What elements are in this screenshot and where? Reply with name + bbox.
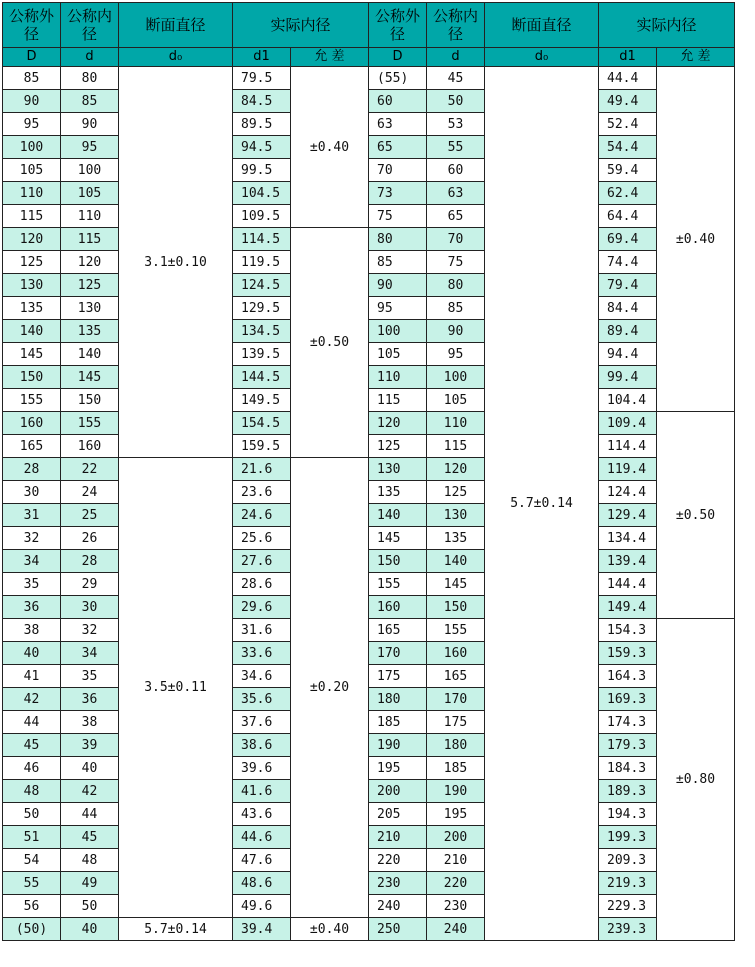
cell-outer-diameter-right: 150 [369,550,427,573]
cell-outer-diameter: 54 [3,849,61,872]
cell-inner-diameter: 110 [61,205,119,228]
header-actual-inner-diameter-right: 实际内径 [599,3,735,48]
cell-outer-diameter-right: 105 [369,343,427,366]
table-row [3,320,735,343]
cell-inner-diameter-right: 150 [427,596,485,619]
cell-outer-diameter: 110 [3,182,61,205]
cell-actual-inner-diameter: 37.6 [233,711,291,734]
table-row [3,435,735,458]
cell-outer-diameter: 55 [3,872,61,895]
cell-outer-diameter-right: 95 [369,297,427,320]
cell-outer-diameter-right: 155 [369,573,427,596]
cell-actual-inner-diameter: 119.5 [233,251,291,274]
cell-tolerance-right: ±0.80 [657,619,735,941]
cell-section-diameter: 3.1±0.10 [119,67,233,458]
cell-outer-diameter: 44 [3,711,61,734]
cell-actual-inner-diameter-right: 129.4 [599,504,657,527]
table-row [3,366,735,389]
cell-outer-diameter: 115 [3,205,61,228]
cell-actual-inner-diameter: 154.5 [233,412,291,435]
cell-outer-diameter: 105 [3,159,61,182]
cell-outer-diameter-right: 205 [369,803,427,826]
cell-inner-diameter: 39 [61,734,119,757]
cell-actual-inner-diameter: 47.6 [233,849,291,872]
header-symbol-d: d [61,48,119,67]
cell-actual-inner-diameter-right: 59.4 [599,159,657,182]
cell-actual-inner-diameter-right: 124.4 [599,481,657,504]
cell-actual-inner-diameter: 84.5 [233,90,291,113]
header-inner-diameter-right: 公称内径 [427,3,485,48]
cell-section-diameter-right: 5.7±0.14 [485,67,599,941]
cell-outer-diameter: 42 [3,688,61,711]
cell-inner-diameter-right: 165 [427,665,485,688]
cell-outer-diameter-right: 115 [369,389,427,412]
table-row [3,228,735,251]
cell-outer-diameter-right: 250 [369,918,427,941]
table-row [3,642,735,665]
table-row [3,297,735,320]
cell-tolerance: ±0.40 [291,918,369,941]
cell-outer-diameter: 48 [3,780,61,803]
cell-outer-diameter: 85 [3,67,61,90]
table-row [3,550,735,573]
cell-outer-diameter: 31 [3,504,61,527]
cell-actual-inner-diameter: 28.6 [233,573,291,596]
cell-outer-diameter: 100 [3,136,61,159]
cell-actual-inner-diameter-right: 64.4 [599,205,657,228]
cell-actual-inner-diameter-right: 62.4 [599,182,657,205]
table-row [3,251,735,274]
cell-inner-diameter-right: 230 [427,895,485,918]
cell-actual-inner-diameter-right: 184.3 [599,757,657,780]
cell-outer-diameter-right: 210 [369,826,427,849]
cell-inner-diameter: 49 [61,872,119,895]
cell-actual-inner-diameter: 79.5 [233,67,291,90]
cell-actual-inner-diameter-right: 174.3 [599,711,657,734]
cell-inner-diameter-right: 115 [427,435,485,458]
table-row [3,734,735,757]
cell-inner-diameter: 85 [61,90,119,113]
cell-outer-diameter-right: 125 [369,435,427,458]
cell-inner-diameter: 35 [61,665,119,688]
cell-outer-diameter-right: 70 [369,159,427,182]
table-row [3,803,735,826]
cell-inner-diameter-right: 65 [427,205,485,228]
cell-actual-inner-diameter: 99.5 [233,159,291,182]
cell-actual-inner-diameter: 39.6 [233,757,291,780]
cell-outer-diameter: 50 [3,803,61,826]
cell-actual-inner-diameter-right: 99.4 [599,366,657,389]
cell-actual-inner-diameter-right: 149.4 [599,596,657,619]
cell-actual-inner-diameter-right: 94.4 [599,343,657,366]
cell-inner-diameter: 40 [61,918,119,941]
cell-outer-diameter: 145 [3,343,61,366]
cell-actual-inner-diameter: 124.5 [233,274,291,297]
table-row [3,688,735,711]
table-row [3,412,735,435]
table-row [3,113,735,136]
cell-inner-diameter-right: 75 [427,251,485,274]
cell-inner-diameter: 24 [61,481,119,504]
cell-outer-diameter: 51 [3,826,61,849]
table-row [3,504,735,527]
cell-inner-diameter-right: 145 [427,573,485,596]
cell-outer-diameter-right: 60 [369,90,427,113]
cell-actual-inner-diameter-right: 52.4 [599,113,657,136]
cell-inner-diameter-right: 63 [427,182,485,205]
cell-actual-inner-diameter-right: 109.4 [599,412,657,435]
cell-outer-diameter: 32 [3,527,61,550]
cell-actual-inner-diameter: 48.6 [233,872,291,895]
cell-inner-diameter: 44 [61,803,119,826]
cell-tolerance-right: ±0.50 [657,412,735,619]
table-row [3,274,735,297]
cell-outer-diameter-right: 200 [369,780,427,803]
cell-inner-diameter: 50 [61,895,119,918]
cell-inner-diameter-right: 140 [427,550,485,573]
cell-inner-diameter-right: 85 [427,297,485,320]
cell-inner-diameter-right: 110 [427,412,485,435]
cell-actual-inner-diameter-right: 154.3 [599,619,657,642]
cell-actual-inner-diameter-right: 134.4 [599,527,657,550]
cell-outer-diameter: 160 [3,412,61,435]
cell-actual-inner-diameter-right: 114.4 [599,435,657,458]
cell-inner-diameter: 160 [61,435,119,458]
cell-actual-inner-diameter: 23.6 [233,481,291,504]
cell-actual-inner-diameter: 38.6 [233,734,291,757]
cell-inner-diameter: 145 [61,366,119,389]
cell-inner-diameter: 105 [61,182,119,205]
cell-actual-inner-diameter: 129.5 [233,297,291,320]
cell-actual-inner-diameter-right: 54.4 [599,136,657,159]
cell-actual-inner-diameter: 39.4 [233,918,291,941]
cell-actual-inner-diameter: 43.6 [233,803,291,826]
cell-inner-diameter-right: 55 [427,136,485,159]
cell-actual-inner-diameter-right: 194.3 [599,803,657,826]
cell-inner-diameter-right: 70 [427,228,485,251]
cell-actual-inner-diameter: 34.6 [233,665,291,688]
cell-outer-diameter-right: 170 [369,642,427,665]
header-symbol-D-right: D [369,48,427,67]
o-ring-size-table [2,2,735,941]
cell-inner-diameter-right: 80 [427,274,485,297]
cell-actual-inner-diameter-right: 69.4 [599,228,657,251]
cell-inner-diameter-right: 120 [427,458,485,481]
cell-outer-diameter: 38 [3,619,61,642]
cell-actual-inner-diameter: 134.5 [233,320,291,343]
cell-outer-diameter: 34 [3,550,61,573]
cell-actual-inner-diameter-right: 189.3 [599,780,657,803]
cell-inner-diameter: 80 [61,67,119,90]
cell-inner-diameter: 38 [61,711,119,734]
cell-inner-diameter: 40 [61,757,119,780]
cell-outer-diameter: 140 [3,320,61,343]
cell-inner-diameter-right: 160 [427,642,485,665]
table-row [3,136,735,159]
cell-inner-diameter-right: 45 [427,67,485,90]
table-row [3,527,735,550]
cell-inner-diameter-right: 155 [427,619,485,642]
cell-actual-inner-diameter-right: 229.3 [599,895,657,918]
cell-outer-diameter-right: 160 [369,596,427,619]
cell-actual-inner-diameter-right: 164.3 [599,665,657,688]
cell-inner-diameter: 42 [61,780,119,803]
table-row [3,711,735,734]
cell-inner-diameter: 135 [61,320,119,343]
cell-inner-diameter: 22 [61,458,119,481]
cell-actual-inner-diameter: 49.6 [233,895,291,918]
table-row [3,826,735,849]
cell-actual-inner-diameter: 149.5 [233,389,291,412]
cell-outer-diameter-right: 185 [369,711,427,734]
cell-actual-inner-diameter: 159.5 [233,435,291,458]
cell-outer-diameter-right: 240 [369,895,427,918]
cell-tolerance: ±0.40 [291,67,369,228]
cell-inner-diameter: 36 [61,688,119,711]
cell-inner-diameter-right: 220 [427,872,485,895]
cell-actual-inner-diameter: 27.6 [233,550,291,573]
cell-actual-inner-diameter: 114.5 [233,228,291,251]
cell-section-diameter: 5.7±0.14 [119,918,233,941]
table-row [3,458,735,481]
cell-outer-diameter-right: 190 [369,734,427,757]
cell-actual-inner-diameter: 21.6 [233,458,291,481]
cell-outer-diameter-right: 63 [369,113,427,136]
cell-actual-inner-diameter-right: 74.4 [599,251,657,274]
cell-actual-inner-diameter-right: 79.4 [599,274,657,297]
table-row [3,67,735,90]
table-row [3,90,735,113]
cell-inner-diameter: 34 [61,642,119,665]
cell-inner-diameter: 155 [61,412,119,435]
cell-actual-inner-diameter-right: 219.3 [599,872,657,895]
table-row [3,849,735,872]
cell-inner-diameter: 150 [61,389,119,412]
cell-actual-inner-diameter-right: 139.4 [599,550,657,573]
cell-outer-diameter-right: 85 [369,251,427,274]
cell-outer-diameter-right: 220 [369,849,427,872]
cell-actual-inner-diameter: 109.5 [233,205,291,228]
cell-actual-inner-diameter: 35.6 [233,688,291,711]
cell-outer-diameter: 30 [3,481,61,504]
cell-inner-diameter: 30 [61,596,119,619]
cell-outer-diameter: (50) [3,918,61,941]
cell-inner-diameter: 48 [61,849,119,872]
cell-actual-inner-diameter: 24.6 [233,504,291,527]
cell-actual-inner-diameter-right: 119.4 [599,458,657,481]
cell-outer-diameter: 46 [3,757,61,780]
cell-actual-inner-diameter: 44.6 [233,826,291,849]
table-row [3,596,735,619]
cell-outer-diameter: 56 [3,895,61,918]
cell-outer-diameter: 28 [3,458,61,481]
cell-outer-diameter-right: 73 [369,182,427,205]
table-row [3,872,735,895]
cell-actual-inner-diameter: 41.6 [233,780,291,803]
table-row [3,389,735,412]
cell-outer-diameter-right: 135 [369,481,427,504]
header-actual-inner-diameter: 实际内径 [233,3,369,48]
cell-inner-diameter: 32 [61,619,119,642]
cell-outer-diameter: 120 [3,228,61,251]
cell-actual-inner-diameter-right: 49.4 [599,90,657,113]
header-symbol-d0-right: d₀ [485,48,599,67]
cell-actual-inner-diameter-right: 44.4 [599,67,657,90]
header-symbol-d1: d1 [233,48,291,67]
cell-tolerance: ±0.50 [291,228,369,458]
cell-outer-diameter-right: 110 [369,366,427,389]
cell-inner-diameter-right: 185 [427,757,485,780]
cell-outer-diameter-right: 130 [369,458,427,481]
cell-outer-diameter-right: 195 [369,757,427,780]
table-container [2,2,735,941]
cell-inner-diameter: 90 [61,113,119,136]
cell-inner-diameter-right: 195 [427,803,485,826]
cell-inner-diameter-right: 130 [427,504,485,527]
cell-actual-inner-diameter-right: 159.3 [599,642,657,665]
cell-inner-diameter: 45 [61,826,119,849]
cell-inner-diameter-right: 170 [427,688,485,711]
cell-actual-inner-diameter-right: 169.3 [599,688,657,711]
cell-inner-diameter: 140 [61,343,119,366]
cell-outer-diameter: 40 [3,642,61,665]
cell-inner-diameter: 115 [61,228,119,251]
table-row [3,573,735,596]
cell-actual-inner-diameter-right: 144.4 [599,573,657,596]
header-symbol-D: D [3,48,61,67]
cell-outer-diameter: 155 [3,389,61,412]
header-outer-diameter-right: 公称外径 [369,3,427,48]
table-row [3,481,735,504]
cell-outer-diameter: 165 [3,435,61,458]
cell-inner-diameter-right: 60 [427,159,485,182]
table-row [3,343,735,366]
cell-inner-diameter-right: 180 [427,734,485,757]
table-row [3,918,735,941]
header-tolerance: 允 差 [291,48,369,67]
table-row [3,895,735,918]
cell-inner-diameter: 25 [61,504,119,527]
cell-inner-diameter-right: 105 [427,389,485,412]
cell-outer-diameter: 41 [3,665,61,688]
cell-outer-diameter: 125 [3,251,61,274]
cell-tolerance: ±0.20 [291,458,369,918]
cell-inner-diameter-right: 90 [427,320,485,343]
cell-outer-diameter: 95 [3,113,61,136]
table-row [3,182,735,205]
cell-inner-diameter: 125 [61,274,119,297]
header-section-diameter-right: 断面直径 [485,3,599,48]
header-symbol-d1-right: d1 [599,48,657,67]
cell-inner-diameter: 29 [61,573,119,596]
header-tolerance-right: 允 差 [657,48,735,67]
cell-outer-diameter-right: 140 [369,504,427,527]
cell-inner-diameter: 95 [61,136,119,159]
cell-outer-diameter-right: 230 [369,872,427,895]
cell-outer-diameter-right: 75 [369,205,427,228]
header-symbol-d0: d₀ [119,48,233,67]
cell-outer-diameter: 45 [3,734,61,757]
cell-inner-diameter-right: 95 [427,343,485,366]
cell-actual-inner-diameter-right: 209.3 [599,849,657,872]
cell-outer-diameter-right: 65 [369,136,427,159]
cell-outer-diameter-right: 180 [369,688,427,711]
header-inner-diameter: 公称内径 [61,3,119,48]
cell-actual-inner-diameter: 33.6 [233,642,291,665]
header-outer-diameter: 公称外径 [3,3,61,48]
cell-actual-inner-diameter-right: 104.4 [599,389,657,412]
cell-inner-diameter-right: 200 [427,826,485,849]
cell-inner-diameter-right: 100 [427,366,485,389]
cell-inner-diameter-right: 53 [427,113,485,136]
cell-inner-diameter: 26 [61,527,119,550]
cell-outer-diameter: 150 [3,366,61,389]
cell-outer-diameter-right: 80 [369,228,427,251]
cell-actual-inner-diameter: 94.5 [233,136,291,159]
cell-actual-inner-diameter: 25.6 [233,527,291,550]
cell-actual-inner-diameter-right: 239.3 [599,918,657,941]
cell-outer-diameter-right: 145 [369,527,427,550]
cell-outer-diameter: 130 [3,274,61,297]
cell-outer-diameter: 36 [3,596,61,619]
cell-inner-diameter: 28 [61,550,119,573]
cell-inner-diameter-right: 135 [427,527,485,550]
cell-actual-inner-diameter-right: 199.3 [599,826,657,849]
cell-inner-diameter-right: 125 [427,481,485,504]
cell-inner-diameter: 100 [61,159,119,182]
cell-outer-diameter-right: (55) [369,67,427,90]
cell-outer-diameter-right: 165 [369,619,427,642]
cell-outer-diameter-right: 100 [369,320,427,343]
cell-actual-inner-diameter: 31.6 [233,619,291,642]
cell-section-diameter: 3.5±0.11 [119,458,233,918]
cell-tolerance-right: ±0.40 [657,67,735,412]
cell-actual-inner-diameter: 144.5 [233,366,291,389]
cell-outer-diameter-right: 120 [369,412,427,435]
cell-actual-inner-diameter-right: 179.3 [599,734,657,757]
cell-actual-inner-diameter: 89.5 [233,113,291,136]
table-row [3,757,735,780]
table-body [3,67,735,941]
cell-actual-inner-diameter: 139.5 [233,343,291,366]
cell-actual-inner-diameter: 29.6 [233,596,291,619]
table-row [3,159,735,182]
cell-actual-inner-diameter-right: 89.4 [599,320,657,343]
cell-inner-diameter: 120 [61,251,119,274]
cell-outer-diameter: 90 [3,90,61,113]
cell-inner-diameter-right: 50 [427,90,485,113]
cell-inner-diameter-right: 240 [427,918,485,941]
cell-inner-diameter: 130 [61,297,119,320]
cell-inner-diameter-right: 190 [427,780,485,803]
cell-actual-inner-diameter-right: 84.4 [599,297,657,320]
cell-inner-diameter-right: 175 [427,711,485,734]
header-section-diameter: 断面直径 [119,3,233,48]
cell-outer-diameter-right: 175 [369,665,427,688]
cell-outer-diameter: 35 [3,573,61,596]
table-row [3,780,735,803]
cell-outer-diameter: 135 [3,297,61,320]
cell-outer-diameter-right: 90 [369,274,427,297]
table-row [3,665,735,688]
header-symbol-d-right: d [427,48,485,67]
cell-inner-diameter-right: 210 [427,849,485,872]
table-row [3,619,735,642]
cell-actual-inner-diameter: 104.5 [233,182,291,205]
table-row [3,205,735,228]
